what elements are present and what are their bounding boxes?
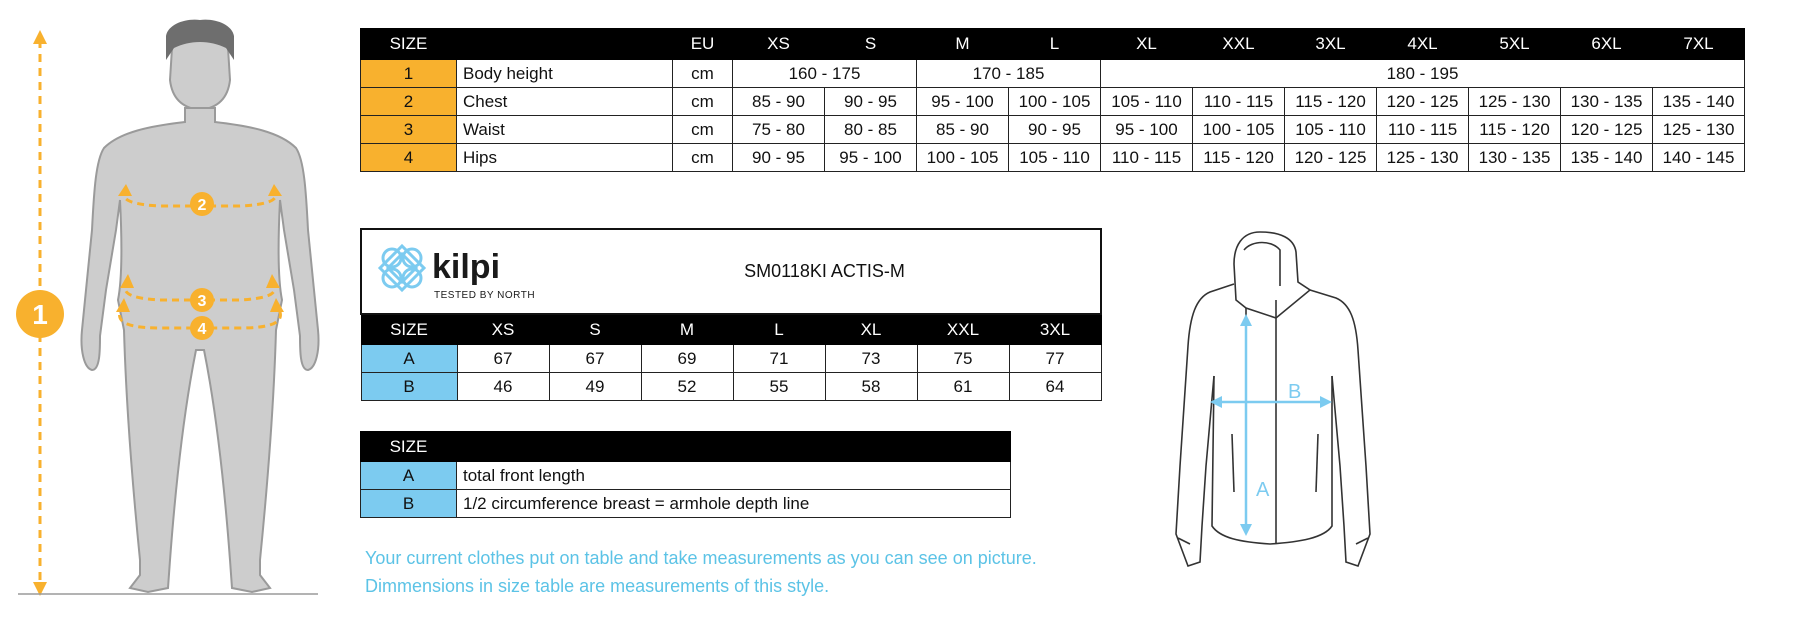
- style-title: SM0118KI ACTIS-M: [549, 229, 1101, 314]
- header-cell: M: [641, 314, 733, 345]
- row-label: A: [361, 345, 457, 373]
- value-cell: 120 - 125: [1285, 144, 1377, 172]
- header-cell: L: [1009, 29, 1101, 60]
- row-label: B: [361, 490, 457, 518]
- value-cell: 61: [917, 373, 1009, 401]
- brand-tagline: Tested by North: [434, 289, 536, 301]
- row-unit: cm: [673, 116, 733, 144]
- header-cell: 4XL: [1377, 29, 1469, 60]
- row-unit: cm: [673, 144, 733, 172]
- value-cell: 110 - 115: [1377, 116, 1469, 144]
- row-label: Body height: [457, 60, 673, 88]
- header-cell: M: [917, 29, 1009, 60]
- header-cell: SIZE: [361, 29, 457, 60]
- header-cell: XS: [457, 314, 549, 345]
- value-cell: 130 - 135: [1561, 88, 1653, 116]
- value-cell: 115 - 120: [1193, 144, 1285, 172]
- value-cell: 125 - 130: [1469, 88, 1561, 116]
- value-cell: 110 - 115: [1101, 144, 1193, 172]
- legend-header: [361, 432, 1011, 462]
- brand-logo: [361, 229, 549, 314]
- value-cell: 105 - 110: [1101, 88, 1193, 116]
- style-size-table: [360, 228, 1102, 401]
- value-cell: 64: [1009, 373, 1101, 401]
- value-cell: 75: [917, 345, 1009, 373]
- value-cell: 130 - 135: [1469, 144, 1561, 172]
- row-number: 4: [361, 144, 457, 172]
- value-cell: 170 - 185: [917, 60, 1101, 88]
- header-cell: SIZE: [361, 314, 457, 345]
- header-cell: 6XL: [1561, 29, 1653, 60]
- value-cell: 105 - 110: [1285, 116, 1377, 144]
- value-cell: 85 - 90: [733, 88, 825, 116]
- value-cell: 67: [549, 345, 641, 373]
- kilpi-knot-logo-icon: [370, 236, 540, 308]
- style-table-header: [361, 314, 1101, 345]
- header-cell: XL: [825, 314, 917, 345]
- value-cell: 58: [825, 373, 917, 401]
- table-row: [361, 144, 1745, 172]
- value-cell: 73: [825, 345, 917, 373]
- header-cell: XL: [1101, 29, 1193, 60]
- row-label: Hips: [457, 144, 673, 172]
- body-figure-icon: [81, 34, 318, 592]
- header-cell: 3XL: [1009, 314, 1101, 345]
- table-row: [361, 60, 1745, 88]
- value-cell: 100 - 105: [1009, 88, 1101, 116]
- value-cell: 80 - 85: [825, 116, 917, 144]
- value-cell: 67: [457, 345, 549, 373]
- row-number: 3: [361, 116, 457, 144]
- header-cell: XXL: [917, 314, 1009, 345]
- value-cell: 75 - 80: [733, 116, 825, 144]
- value-cell: 77: [1009, 345, 1101, 373]
- legend-text: 1/2 circumference breast = armhole depth line: [457, 490, 1011, 518]
- value-cell: 52: [641, 373, 733, 401]
- measure-1-label: 1: [32, 299, 48, 330]
- row-label: Waist: [457, 116, 673, 144]
- row-number: 1: [361, 60, 457, 88]
- value-cell: 90 - 95: [733, 144, 825, 172]
- size-table-header: [361, 29, 1745, 60]
- value-cell: 120 - 125: [1377, 88, 1469, 116]
- value-cell: 115 - 120: [1469, 116, 1561, 144]
- jacket-label-a: A: [1256, 479, 1270, 501]
- value-cell: 125 - 130: [1377, 144, 1469, 172]
- value-cell: 160 - 175: [733, 60, 917, 88]
- row-unit: cm: [673, 60, 733, 88]
- value-cell: 125 - 130: [1653, 116, 1745, 144]
- header-cell: XXL: [1193, 29, 1285, 60]
- value-cell: 100 - 105: [1193, 116, 1285, 144]
- header-cell: [457, 432, 1011, 462]
- header-cell: S: [549, 314, 641, 345]
- instruction-note-1: Your current clothes put on table and take measurements as you can see on picture.: [365, 548, 1037, 568]
- value-cell: 105 - 110: [1009, 144, 1101, 172]
- value-cell: 46: [457, 373, 549, 401]
- header-cell: XS: [733, 29, 825, 60]
- header-cell: 5XL: [1469, 29, 1561, 60]
- value-cell: 110 - 115: [1193, 88, 1285, 116]
- value-cell: 100 - 105: [917, 144, 1009, 172]
- header-cell: [457, 29, 673, 60]
- value-cell: 49: [549, 373, 641, 401]
- value-cell: 55: [733, 373, 825, 401]
- value-cell: 95 - 100: [917, 88, 1009, 116]
- row-unit: cm: [673, 88, 733, 116]
- header-cell: EU: [673, 29, 733, 60]
- value-cell: 180 - 195: [1101, 60, 1745, 88]
- table-row: [361, 490, 1011, 518]
- jacket-label-b: B: [1288, 381, 1302, 403]
- table-row: [361, 345, 1101, 373]
- body-size-table: [360, 28, 1745, 172]
- value-cell: 90 - 95: [825, 88, 917, 116]
- value-cell: 69: [641, 345, 733, 373]
- legend-text: total front length: [457, 462, 1011, 490]
- row-label: B: [361, 373, 457, 401]
- jacket-sketch-icon: [1160, 226, 1400, 576]
- header-cell: 7XL: [1653, 29, 1745, 60]
- body-measurement-figure: [0, 0, 340, 627]
- value-cell: 140 - 145: [1653, 144, 1745, 172]
- value-cell: 95 - 100: [1101, 116, 1193, 144]
- value-cell: 115 - 120: [1285, 88, 1377, 116]
- table-row: [361, 116, 1745, 144]
- header-cell: S: [825, 29, 917, 60]
- value-cell: 90 - 95: [1009, 116, 1101, 144]
- measure-3-label: 3: [197, 293, 207, 310]
- value-cell: 120 - 125: [1561, 116, 1653, 144]
- table-row: [361, 88, 1745, 116]
- table-row: [361, 373, 1101, 401]
- value-cell: 95 - 100: [825, 144, 917, 172]
- brand-name: kilpi: [432, 247, 501, 286]
- header-cell: 3XL: [1285, 29, 1377, 60]
- row-label: Chest: [457, 88, 673, 116]
- instruction-note-2: Dimmensions in size table are measurements of this style.: [365, 576, 830, 596]
- header-cell: L: [733, 314, 825, 345]
- value-cell: 85 - 90: [917, 116, 1009, 144]
- value-cell: 71: [733, 345, 825, 373]
- value-cell: 135 - 140: [1653, 88, 1745, 116]
- value-cell: 135 - 140: [1561, 144, 1653, 172]
- measurement-legend-table: [360, 431, 1011, 518]
- table-row: [361, 462, 1011, 490]
- row-label: A: [361, 462, 457, 490]
- row-number: 2: [361, 88, 457, 116]
- header-cell: SIZE: [361, 432, 457, 462]
- brand-row: [361, 229, 1101, 314]
- measure-4-label: 4: [197, 321, 207, 338]
- measure-2-label: 2: [197, 197, 207, 214]
